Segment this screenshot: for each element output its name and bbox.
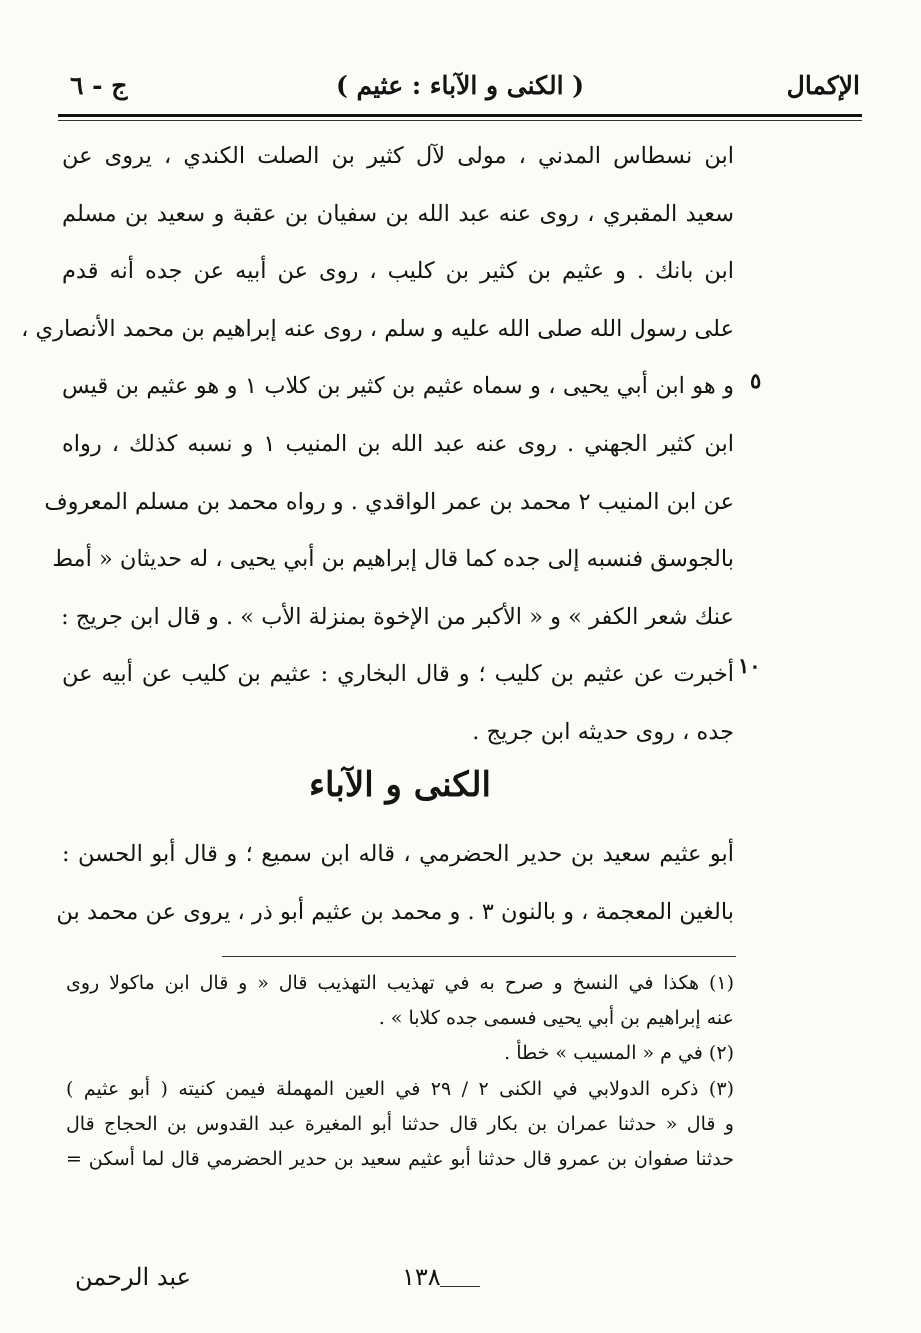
text-line: ابن نسطاس المدني ، مولى لآل كثير بن الصلت الكندي ، يروى عن	[62, 143, 734, 169]
text-line: ابن بانك . و عثيم بن كثير بن كليب ، روى عن أبيه عن جده أنه قدم	[62, 258, 734, 285]
section-heading: الكنى و الآباء	[309, 765, 491, 805]
footnote-line: و قال « حدثنا عمران بن بكار قال حدثنا أبو المغيرة عبد القدوس بن الحجاج قال	[66, 1112, 734, 1135]
footnotes	[66, 966, 734, 1177]
text-line: أخبرت عن عثيم بن كليب ؛ و قال البخاري : عثيم بن كليب عن أبيه عن	[62, 661, 734, 688]
footnote-line: حدثنا صفوان بن عمرو قال حدثنا أبو عثيم سعيد بن حدير الحضرمي قال لما أسكن =	[66, 1147, 734, 1170]
text-line: على رسول الله صلى الله عليه و سلم ، روى عنه إبراهيم بن محمد الأنصاري ،	[21, 315, 734, 342]
book-title: الإكمال	[786, 71, 860, 100]
page-number-dash	[440, 1286, 480, 1287]
footnote-line: (٣) ذكره الدولابي في الكنى ٢ / ٢٩ في العين المهملة فيمن كنيته ( أبو عثيم )	[66, 1077, 734, 1100]
text-line: و هو ابن أبي يحيى ، و سماه عثيم بن كثير بن كلاب ١ و هو عثيم بن قيس	[62, 373, 735, 400]
text-line: سعيد المقبري ، روى عنه عبد الله بن سفيان بن عقبة و سعيد بن مسلم	[62, 200, 734, 227]
header-rule-thin	[58, 120, 862, 121]
line-number-10: ١٠	[738, 653, 761, 678]
page-number: ١٣٨	[402, 1263, 441, 1291]
text-line: بالجوسق فنسبه إلى جده كما قال إبراهيم بن أبي يحيى ، له حديثان « أمط	[52, 546, 734, 573]
text-line: ابن كثير الجهني . روى عنه عبد الله بن المنيب ١ و نسبه كذلك ، رواه	[62, 430, 734, 457]
running-header	[60, 66, 860, 106]
kuna-text	[56, 826, 734, 941]
text-line: عنك شعر الكفر » و « الأكبر من الإخوة بمنزلة الأب » . و قال ابن جريج :	[61, 603, 734, 630]
volume-label: ج - ٦	[70, 71, 128, 100]
footnote-line: (١) هكذا في النسخ و صرح به في تهذيب التهذيب قال « و قال ابن ماكولا روى	[66, 972, 734, 994]
header-rule	[58, 114, 862, 117]
footnote-line: عنه إبراهيم بن أبي يحيى فسمى جده كلابا » .	[378, 1007, 734, 1030]
main-text	[21, 128, 735, 762]
section-title: ( الكنى و الآباء : عثيم )	[335, 71, 585, 100]
footnote-line: (٢) في م « المسيب » خطأ .	[504, 1042, 734, 1065]
text-line: عن ابن المنيب ٢ محمد بن عمر الواقدي . و رواه محمد بن مسلم المعروف	[44, 488, 734, 515]
text-line: أبو عثيم سعيد بن حدير الحضرمي ، قاله ابن سميع ؛ و قال أبو الحسن :	[62, 841, 734, 867]
text-line: جده ، روى حديثه ابن جريج .	[472, 718, 734, 745]
catchword: عبد الرحمن	[75, 1263, 191, 1291]
footnote-separator	[222, 956, 736, 957]
line-number-5: ٥	[750, 368, 762, 393]
text-line: بالغين المعجمة ، و بالنون ٣ . و محمد بن عثيم أبو ذر ، يروى عن محمد بن	[56, 898, 734, 925]
